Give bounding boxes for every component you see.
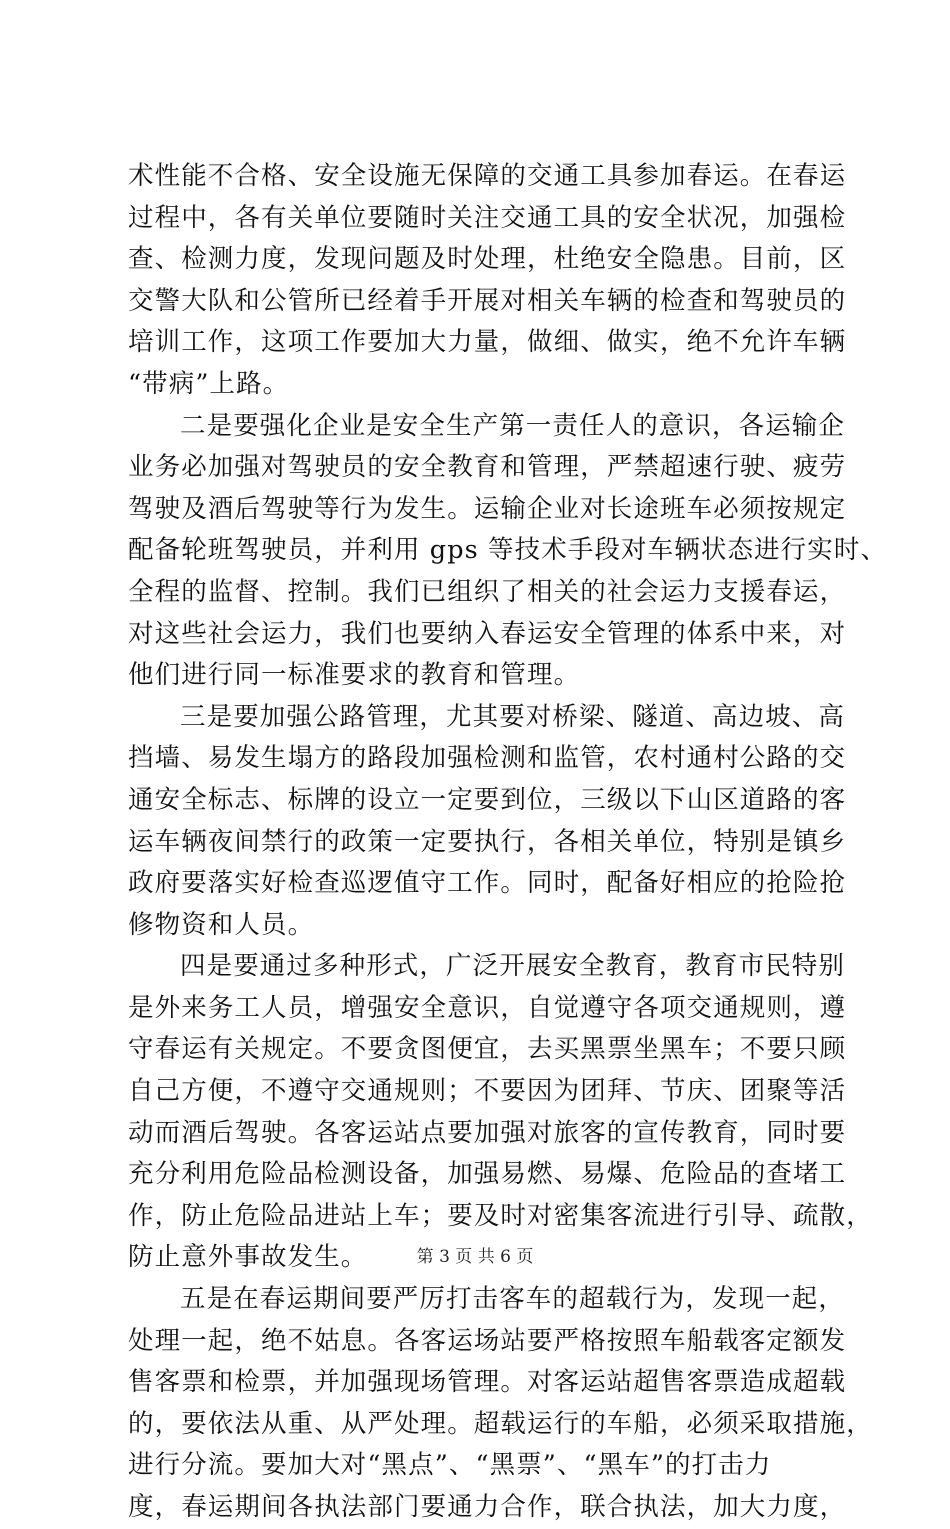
text-line: 交警大队和公管所已经着手开展对相关车辆的检查和驾驶员的 bbox=[128, 285, 847, 316]
text-line: 动而酒后驾驶。各客运站点要加强对旅客的宣传教育，同时要 bbox=[128, 1117, 847, 1148]
text-line: 全程的监督、控制。我们已组织了相关的社会运力支援春运， bbox=[128, 576, 847, 607]
text-line: 二是要强化企业是安全生产第一责任人的意识，各运输企 bbox=[180, 410, 846, 441]
text-line: 守春运有关规定。不要贪图便宜，去买黑票坐黑车；不要只顾 bbox=[128, 1034, 847, 1065]
text-line: 术性能不合格、安全设施无保障的交通工具参加春运。在春运 bbox=[128, 161, 847, 191]
text-line: 驾驶及酒后驾驶等行为发生。运输企业对长途班车必须按规定 bbox=[128, 493, 847, 524]
text-line: 查、检测力度，发现问题及时处理，杜绝安全隐患。目前，区 bbox=[128, 244, 847, 275]
text-line: 三是要加强公路管理，尤其要对桥梁、隧道、高边坡、高 bbox=[180, 701, 846, 732]
text-line: 进行分流。要加大对“黑点”、“黑票”、“黑车”的打击力 bbox=[128, 1450, 772, 1481]
text-line: 对这些社会运力，我们也要纳入春运安全管理的体系中来，对 bbox=[128, 618, 847, 649]
text-line: 挡墙、易发生塌方的路段加强检测和监管，农村通村公路的交 bbox=[128, 743, 847, 774]
text-line: “带病”上路。 bbox=[128, 368, 290, 399]
text-line: 四是要通过多种形式，广泛开展安全教育，教育市民特别 bbox=[180, 951, 846, 982]
text-line: 他们进行同一标准要求的教育和管理。 bbox=[128, 660, 581, 691]
text-line: 政府要落实好检查巡逻值守工作。同时，配备好相应的抢险抢 bbox=[128, 868, 847, 899]
text-line: 修物资和人员。 bbox=[128, 909, 315, 940]
text-line: 业务必加强对驾驶员的安全教育和管理，严禁超速行驶、疲劳 bbox=[128, 452, 847, 483]
document-body bbox=[128, 156, 888, 1529]
text-line: 是外来务工人员，增强安全意识，自觉遵守各项交通规则，遵 bbox=[128, 992, 847, 1023]
text-line: 通安全标志、标牌的设立一定要到位，三级以下山区道路的客 bbox=[128, 784, 847, 815]
text-line: 的，要依法从重、从严处理。超载运行的车船，必须采取措施， bbox=[128, 1408, 873, 1439]
text-line: 防止意外事故发生。 bbox=[128, 1242, 368, 1273]
text-line: 五是在春运期间要严厉打击客车的超载行为，发现一起， bbox=[180, 1284, 846, 1315]
text-line: 充分利用危险品检测设备，加强易燃、易爆、危险品的查堵工 bbox=[128, 1159, 847, 1190]
text-line: 过程中，各有关单位要随时关注交通工具的安全状况，加强检 bbox=[128, 202, 847, 233]
text-line: 自己方便，不遵守交通规则；不要因为团拜、节庆、团聚等活 bbox=[128, 1076, 847, 1107]
text-line: 运车辆夜间禁行的政策一定要执行，各相关单位，特别是镇乡 bbox=[128, 826, 847, 857]
text-line: 度，春运期间各执法部门要通力合作，联合执法，加大力度， bbox=[128, 1492, 847, 1522]
text-line: 处理一起，绝不姑息。各客运场站要严格按照车船载客定额发 bbox=[128, 1325, 847, 1356]
text-line: 配备轮班驾驶员，并利用 gps 等技术手段对车辆状态进行实时、 bbox=[128, 535, 888, 566]
text-line: 作，防止危险品进站上车；要及时对密集客流进行引导、疏散， bbox=[128, 1200, 873, 1231]
text-line: 培训工作，这项工作要加大力量，做细、做实，绝不允许车辆 bbox=[128, 327, 847, 358]
text-line: 售客票和检票，并加强现场管理。对客运站超售客票造成超载 bbox=[128, 1367, 847, 1398]
page-number-footer: 第 3 页 共 6 页 bbox=[416, 1247, 534, 1267]
